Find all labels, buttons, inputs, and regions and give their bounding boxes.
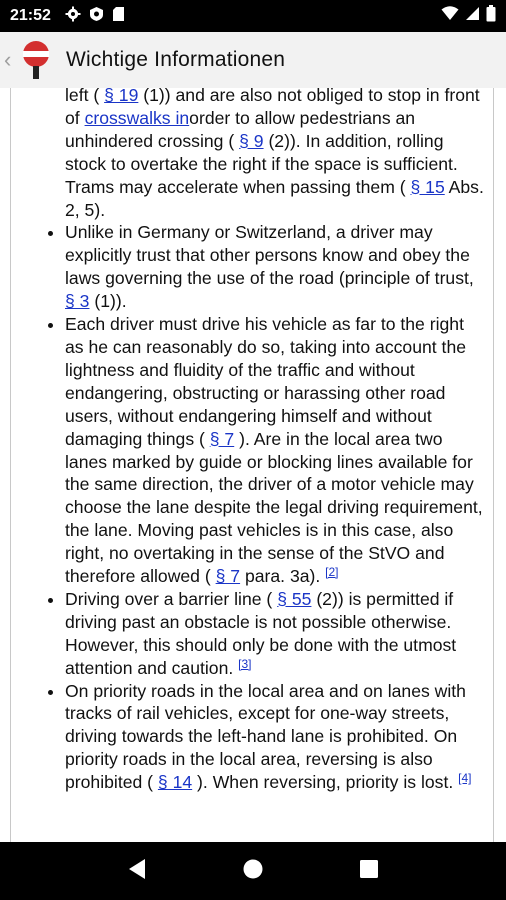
- reference-link[interactable]: § 9: [239, 130, 264, 151]
- rules-list: [11, 221, 493, 794]
- body-text: order to allow pedestrians an unhindered crossing (: [65, 107, 416, 151]
- status-time: 21:52: [10, 7, 51, 24]
- battery-icon: [486, 5, 496, 27]
- home-circle-icon[interactable]: [242, 858, 264, 885]
- app-logo: [22, 40, 50, 80]
- reference-link[interactable]: § 7: [215, 566, 241, 587]
- body-text: (2)) is permitted if driving past an obstacle is not possible otherwise. However, this should only be done with the utmost attention and caution.: [65, 588, 457, 678]
- reference-link[interactable]: § 3: [65, 291, 90, 312]
- status-bar: [0, 0, 506, 32]
- reference-link[interactable]: § 7: [209, 428, 235, 449]
- app-bar: [0, 32, 506, 88]
- list-item: [65, 680, 485, 795]
- continued-paragraph: [65, 88, 493, 221]
- sd-card-icon: [112, 6, 125, 27]
- list-item: [65, 221, 485, 313]
- body-text: ). When reversing, priority is lost.: [192, 772, 459, 793]
- recents-square-icon[interactable]: [359, 859, 379, 884]
- back-triangle-icon[interactable]: [127, 858, 147, 885]
- reference-link[interactable]: crosswalks in: [84, 107, 190, 128]
- reference-link[interactable]: § 14: [157, 772, 193, 793]
- footnote-link[interactable]: [2]: [325, 565, 339, 580]
- body-text: (1)).: [89, 291, 127, 312]
- list-item: [65, 588, 485, 680]
- navigation-bar: [0, 842, 506, 900]
- footnote-link[interactable]: [4]: [458, 771, 472, 786]
- footnote-link[interactable]: [3]: [238, 656, 252, 671]
- body-text: Each driver must drive his vehicle as far to the right as he can reasonably do so, taking into account the lightness and fluidity of the traffic and without endangering, obstructing or harassing other road users, without endangering himself and without damaging things (: [65, 314, 467, 449]
- body-text: para. 3a).: [240, 566, 326, 587]
- list-item: [65, 313, 485, 588]
- body-text: ). Are in the local area two lanes marked by guide or blocking lines available for the same direction, the driver of a motor vehicle may choose the lane despite the legal driving requirement, the lane. Moving past vehicles is in this case, also right, no overtaking in the sense of the StVO and therefore allowed (: [65, 428, 483, 587]
- page-title: Wichtige Informationen: [66, 48, 286, 71]
- body-text: Unlike in Germany or Switzerland, a driver may explicitly trust that other persons know and obey the laws governing the use of the road (principle of trust,: [65, 222, 474, 289]
- signal-icon: [465, 6, 480, 26]
- back-chevron-icon[interactable]: ‹: [4, 47, 12, 72]
- reference-link[interactable]: § 55: [277, 588, 312, 609]
- body-text: (1)) and are also not obliged to stop in front of: [65, 88, 480, 128]
- shield-icon: [89, 6, 104, 27]
- body-text: left (: [65, 88, 105, 105]
- reference-link[interactable]: § 19: [104, 88, 139, 105]
- body-text: (2)). In addition, rolling stock to overtake the right if the space is sufficient. Trams may accelerate when passing them (: [65, 130, 458, 197]
- content-area[interactable]: [10, 88, 494, 842]
- reference-link[interactable]: § 15: [410, 176, 445, 197]
- body-text: Abs. 2, 5).: [65, 176, 484, 220]
- gear-icon: [65, 6, 81, 27]
- wifi-icon: [441, 6, 459, 26]
- body-text: Driving over a barrier line (: [65, 588, 278, 609]
- body-text: On priority roads in the local area and on lanes with tracks of rail vehicles, except for one-way streets, driving towards the left-hand lane is prohibited. On priority roads in the local area, reversing is also prohibited (: [65, 680, 466, 793]
